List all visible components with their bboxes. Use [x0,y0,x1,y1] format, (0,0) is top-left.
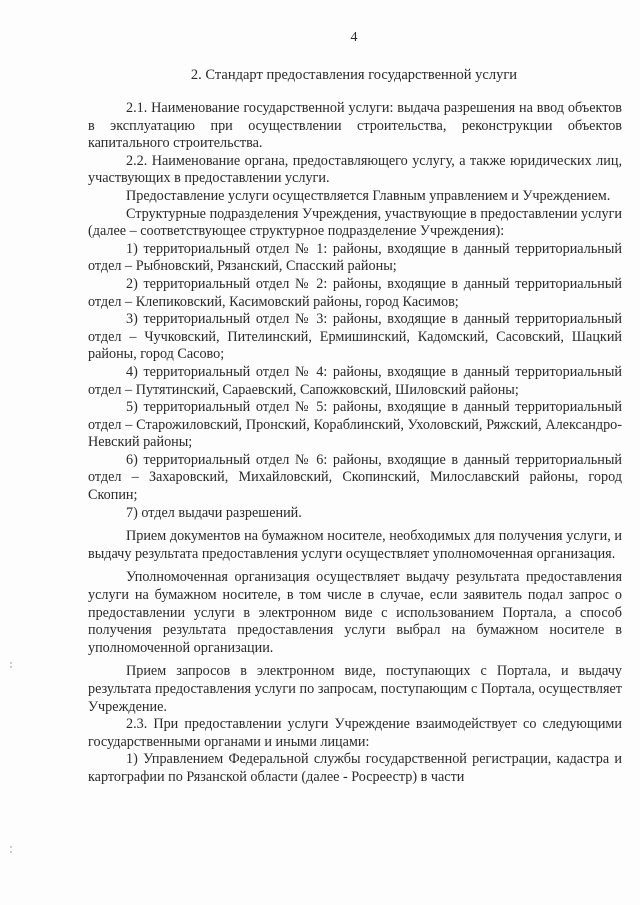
paragraph: Уполномоченная организация осуществляет выдачу результата предоставления услуги на бумажном носителе, в том числе в случае, если заявитель подал запрос о предоставлении услуги в электронном виде с использованием Портала, а способ получения результата предоставления услуги выбрал на бумажном носителе в уполномоченной организации. [88,569,622,656]
page-number: 4 [350,30,358,45]
paragraph: 1) территориальный отдел № 1: районы, входящие в данный территориальный отдел – Рыбновский, Рязанский, Спасский районы; [88,240,622,275]
scan-speck [10,851,12,853]
paragraph: Прием запросов в электронном виде, поступающих с Портала, и выдачу результата предоставления услуги по запросам, поступающим с Портала, осуществляет Учреждение. [88,663,622,715]
paragraph: 2) территориальный отдел № 2: районы, входящие в данный территориальный отдел – Клепиковский, Касимовский районы, город Касимов; [88,275,622,310]
section-title: 2. Стандарт предоставления государственной услуги [190,67,518,83]
scan-speck [10,666,12,668]
paragraph: 1) Управлением Федеральной службы государственной регистрации, кадастра и картографии по Рязанской области (далее - Росреестр) в части [88,751,622,785]
paragraph: 5) территориальный отдел № 5: районы, входящие в данный территориальный отдел – Старожиловский, Пронский, Кораблинский, Ухоловский, Ряжский, Александро-Невский районы; [88,399,622,451]
scan-speck [10,662,12,664]
scan-speck [10,846,12,848]
paragraph: 4) территориальный отдел № 4: районы, входящие в данный территориальный отдел – Путятинский, Сараевский, Сапожковский, Шиловский районы; [88,363,622,398]
document-body [88,100,622,787]
paragraph: 2.3. При предоставлении услуги Учреждение взаимодействует со следующими государственными органами и иными лицами: [88,716,622,750]
paragraph: Прием документов на бумажном носителе, необходимых для получения услуги, и выдачу результата предоставления услуги осуществляет уполномоченная организация. [88,528,622,562]
paragraph: Структурные подразделения Учреждения, участвующие в предоставлении услуги (далее – соответствующее структурное подразделение Учреждения): [88,205,622,240]
paragraph: Предоставление услуги осуществляется Главным управлением и Учреждением. [126,187,611,204]
paragraph: 7) отдел выдачи разрешений. [126,504,302,521]
paragraph: 3) территориальный отдел № 3: районы, входящие в данный территориальный отдел – Чучковский, Пителинский, Ермишинский, Кадомский, Сасовский, Шацкий районы, город Сасово; [88,311,622,363]
paragraph: 2.2. Наименование органа, предоставляющего услугу, а также юридических лиц, участвующих в предоставлении услуги. [88,152,622,187]
paragraph: 6) территориальный отдел № 6: районы, входящие в данный территориальный отдел – Захаровский, Михайловский, Скопинский, Милославский районы, город Скопин; [88,451,622,504]
paragraph: 2.1. Наименование государственной услуги: выдача разрешения на ввод объектов в эксплуатацию при осуществлении строительства, реконструкции объектов капитального строительства. [88,100,622,152]
